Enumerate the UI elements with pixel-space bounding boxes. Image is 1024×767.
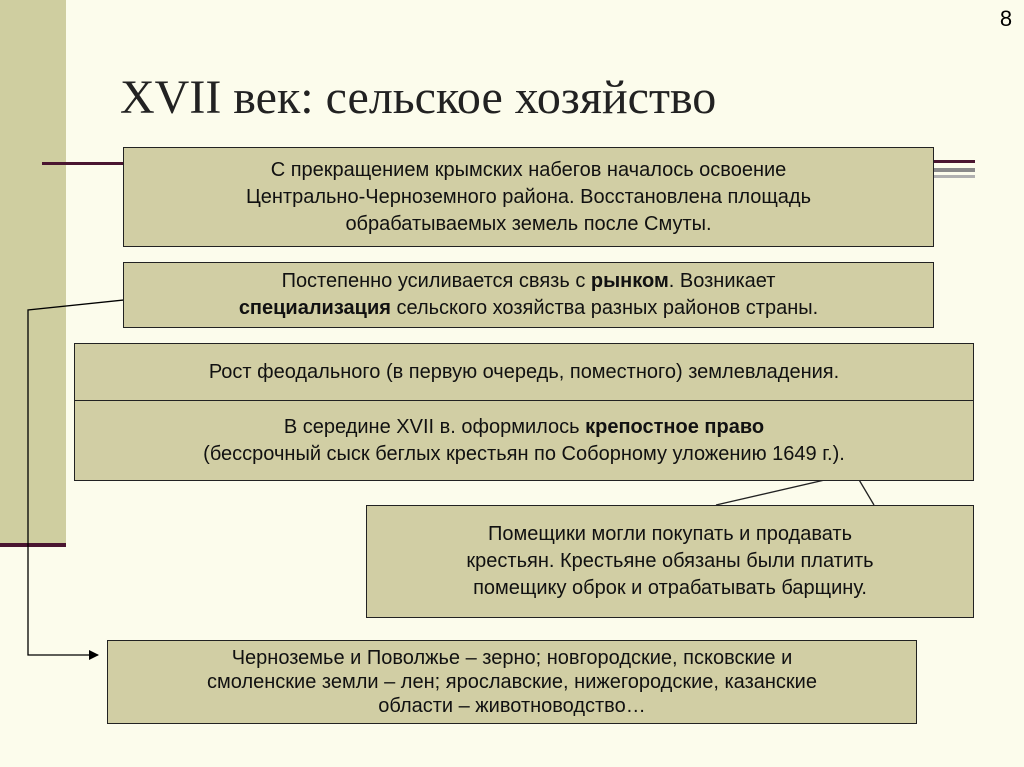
box2-line1: Постепенно усиливается связь с рынком. Возникает <box>281 270 776 292</box>
callout-box-landowners <box>366 505 974 618</box>
box1-line3: обрабатываемых земель после Смуты. <box>345 212 712 235</box>
box2-line2: специализация сельского хозяйства разных районов страны. <box>238 297 819 319</box>
box3-text: Рост феодального (в первую очередь, поместного) землевладения. <box>208 360 840 383</box>
info-box-market <box>123 262 934 328</box>
box4-line1: В середине XVII в. оформилось крепостное право <box>283 415 765 438</box>
box6-line2: смоленские земли – лен; ярославские, нижегородские, казанские <box>207 671 817 693</box>
box1-line2: Центрально-Черноземного района. Восстановлена площадь <box>245 185 812 208</box>
box6-line3: области – животноводство… <box>378 695 646 717</box>
slide-title: XVII век: сельское хозяйство <box>120 71 717 124</box>
slide-number: 8 <box>999 6 1013 31</box>
box5-line3: помещику оброк и отрабатывать барщину. <box>473 577 867 599</box>
box4-line2: (бессрочный сыск беглых крестьян по Соборному уложению 1649 г.). <box>203 442 845 465</box>
info-box-regions <box>107 640 917 724</box>
info-box-serfdom <box>74 400 974 481</box>
info-box-feudal <box>74 343 974 401</box>
box6-line1: Черноземье и Поволжье – зерно; новгородские, псковские и <box>231 647 793 669</box>
info-box-crimea <box>123 147 934 247</box>
box5-line2: крестьян. Крестьяне обязаны были платить <box>466 550 874 572</box>
box5-line1: Помещики могли покупать и продавать <box>487 523 852 545</box>
box1-line1: С прекращением крымских набегов началось освоение <box>270 158 787 181</box>
